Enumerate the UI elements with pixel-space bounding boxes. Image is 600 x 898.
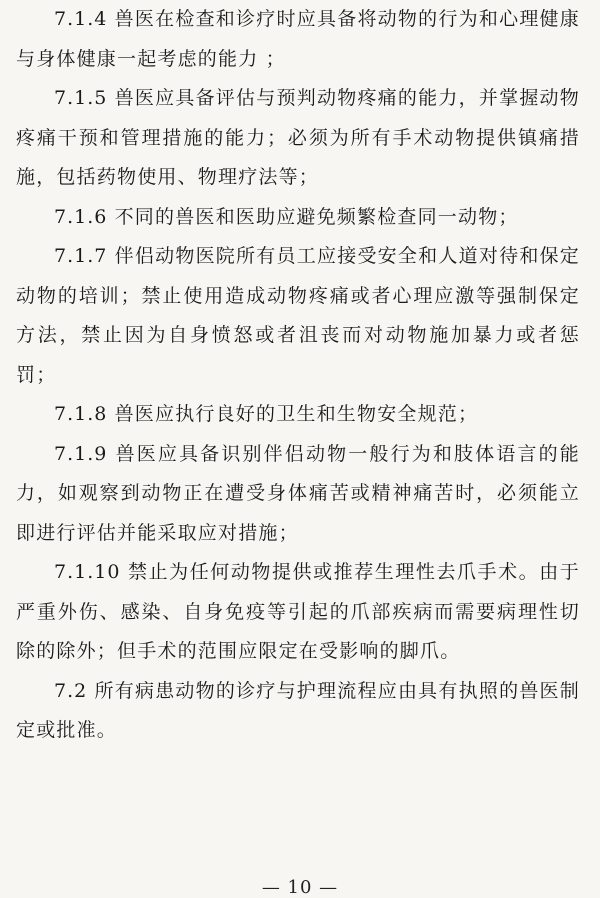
clause-text: 不同的兽医和医助应避免频繁检查同一动物； (114, 205, 519, 228)
clause-number: 7.1.5 (54, 87, 108, 109)
clause-number: 7.1.10 (54, 561, 121, 583)
paragraph-7-1-9 (16, 435, 580, 554)
page-number: — 10 — (261, 877, 339, 898)
clause-text: 兽医应具备评估与预判动物疼痛的能力，并掌握动物疼痛干预和管理措施的能力；必须为所有手术动物提供镇痛措施，包括药物使用、物理疗法等； (16, 87, 580, 188)
paragraph-7-2 (16, 672, 580, 751)
clause-number: 7.1.8 (54, 403, 108, 425)
clause-number: 7.1.7 (54, 245, 108, 267)
clause-number: 7.1.6 (54, 205, 108, 228)
paragraph-7-1-5 (16, 79, 580, 198)
document-body (16, 0, 580, 751)
paragraph-7-1-7 (16, 237, 580, 395)
clause-text: 兽医在检查和诊疗时应具备将动物的行为和心理健康与身体健康一起考虑的能力 ； (16, 8, 580, 70)
clause-number: 7.2 (54, 679, 88, 702)
clause-text: 兽医应具备识别伴侣动物一般行为和肢体语言的能力，如观察到动物正在遭受身体痛苦或精神痛苦时，必须能立即进行评估并能采取应对措施； (16, 442, 580, 544)
clause-number: 7.1.9 (54, 442, 108, 465)
clause-text: 所有病患动物的诊疗与护理流程应由具有执照的兽医制定或批准。 (16, 679, 580, 741)
clause-text: 兽医应执行良好的卫生和生物安全规范； (114, 403, 479, 425)
paragraph-7-1-4 (16, 0, 580, 79)
clause-text: 禁止为任何动物提供或推荐生理性去爪手术。由于严重外伤、感染、自身免疫等引起的爪部疾病而需要病理性切除的除外；但手术的范围应限定在受影响的脚爪。 (16, 561, 580, 662)
paragraph-7-1-6 (16, 198, 580, 238)
clause-number: 7.1.4 (54, 8, 108, 30)
paragraph-7-1-8 (16, 395, 580, 435)
clause-text: 伴侣动物医院所有员工应接受安全和人道对待和保定动物的培训；禁止使用造成动物疼痛或者心理应激等强制保定方法，禁止因为自身愤怒或者沮丧而对动物施加暴力或者惩罚； (16, 245, 580, 386)
paragraph-7-1-10 (16, 553, 580, 672)
